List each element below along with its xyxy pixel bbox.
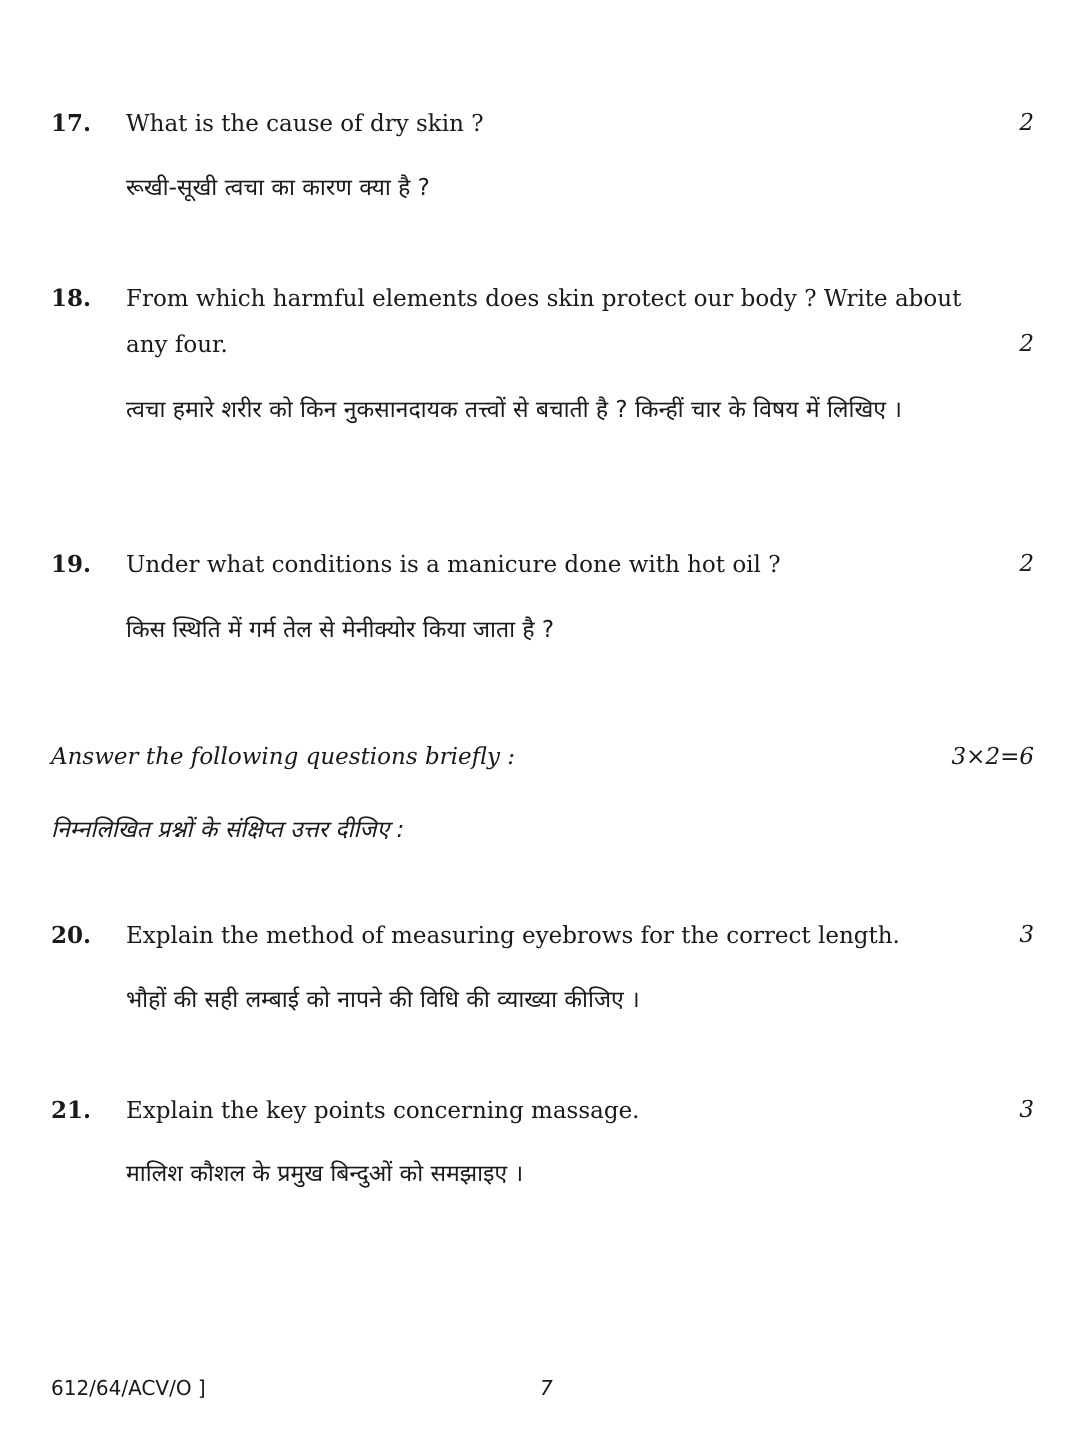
question-text-english: Explain the method of measuring eyebrows for the correct length. <box>126 923 900 949</box>
question-text-english: What is the cause of dry skin ? <box>126 111 484 137</box>
question-number: 21. <box>51 1097 92 1124</box>
question-number: 19. <box>51 551 92 578</box>
question-text-hindi: त्वचा हमारे शरीर को किन नुकसानदायक तत्त्वों से बचाती है ? किन्हीं चार के विषय में लिखिए । <box>126 397 903 423</box>
question-marks: 2 <box>1019 110 1034 136</box>
question-text-hindi: किस स्थिति में गर्म तेल से मेनीक्योर किया जाता है ? <box>126 617 555 643</box>
question-text-english-line-1: From which harmful elements does skin protect our body ? Write about <box>126 286 962 312</box>
question-marks: 3 <box>1019 1097 1034 1123</box>
question-marks: 3 <box>1019 922 1034 948</box>
section-instruction-hindi: निम्नलिखित प्रश्नों के संक्षिप्त उत्तर दीजिए : <box>51 817 405 843</box>
paper-code: 612/64/ACV/O ] <box>51 1376 206 1400</box>
question-text-hindi: रूखी-सूखी त्वचा का कारण क्या है ? <box>126 175 430 201</box>
question-text-english: Explain the key points concerning massage. <box>126 1098 640 1124</box>
question-number: 18. <box>51 285 92 312</box>
question-text-english-line-2: any four. <box>126 332 228 358</box>
question-marks: 2 <box>1019 551 1034 577</box>
question-text-english: Under what conditions is a manicure done with hot oil ? <box>126 552 781 578</box>
question-text-hindi: मालिश कौशल के प्रमुख बिन्दुओं को समझाइए । <box>126 1161 524 1187</box>
question-number: 20. <box>51 922 92 949</box>
section-instruction-english: Answer the following questions briefly : <box>51 744 516 770</box>
question-number: 17. <box>51 110 92 137</box>
section-marks: 3×2=6 <box>951 744 1034 770</box>
question-text-hindi: भौहों की सही लम्बाई को नापने की विधि की व्याख्या कीजिए । <box>126 987 640 1013</box>
question-marks: 2 <box>1019 331 1034 357</box>
page-number: 7 <box>540 1376 553 1400</box>
